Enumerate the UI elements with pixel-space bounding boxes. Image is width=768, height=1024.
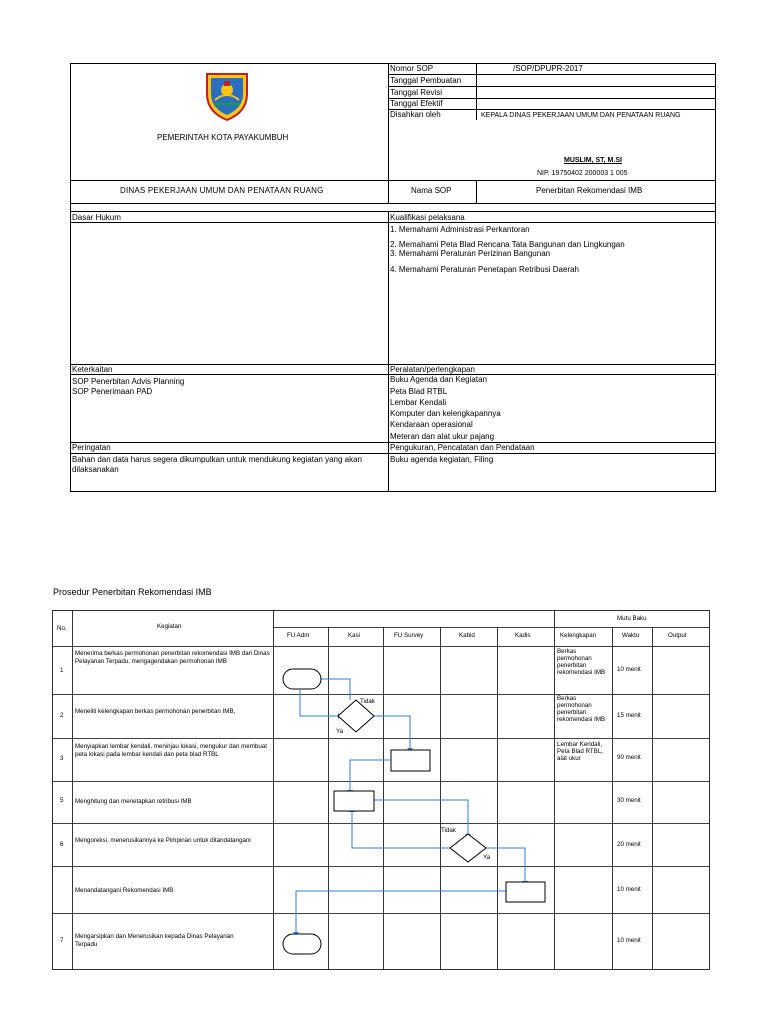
flow-label-tidak: Tidak [441,827,456,834]
kualifikasi-item: 1. Memahami Administrasi Perkantoran [390,225,530,234]
dept-name: DINAS PEKERJAAN UMUM DAN PENATAAN RUANG [120,186,324,195]
row-waktu: 10 menit [617,666,641,673]
nama-sop-value: Penerbitan Rekomendasi IMB [536,186,643,195]
process-box-3 [391,750,430,771]
dasar-hukum-label: Dasar Hukum [72,213,121,222]
procedure-title: Prosedur Penerbitan Rekomendasi IMB [53,587,212,597]
signer-name: MUSLIM, ST, M.SI [564,157,622,164]
row-kegiatan: Meneliti kelengkapan berkas permohonan penerbitan IMB, [75,708,236,715]
peralatan-item: Komputer dan kelengkapannya [390,409,501,418]
tanggal-revisi-label: Tanggal Revisi [390,88,443,97]
pengukuran-text: Buku agenda kegiatan, Filing [390,455,494,464]
peralatan-item: Peta Blad RTBL [390,387,448,396]
flow-shapes [283,669,545,954]
actor-fu-survey: FU Survey [394,632,424,639]
col-output-header: Output [668,632,687,639]
row-kelengkapan: Lembar Kendali, Peta Blad RTBL, alat ukur [557,741,603,763]
keterkaitan-label: Keterkaitan [72,365,113,374]
row-no: 7 [60,937,64,944]
process-box-kadis [506,882,545,902]
process-box-5 [334,791,374,811]
row-no: 5 [60,797,64,804]
row-no: 2 [60,712,64,719]
city-emblem-logo [207,74,247,120]
row-kegiatan: Menyiapkan lembar kendali, meninjau lokasi, mengukur dan membuat peta lokasi pada lembar kendali dan peta blad RTBL [75,743,267,758]
actor-fu-adm: FU Adm [287,632,310,639]
signer-nip: NIP. 19750402 200003 1 005 [537,170,628,177]
col-kelengkapan-header: Kelengkapan [560,632,597,639]
col-no-header: No. [57,625,67,632]
disahkan-value: KEPALA DINAS PEKERJAAN UMUM DAN PENATAAN RUANG [481,112,681,119]
tanggal-efektif-label: Tanggal Efektif [390,99,443,108]
kualifikasi-label: Kualifikasi pelaksana [390,213,465,222]
keterkaitan-item: SOP Penerbitan Advis Planning [72,377,185,386]
row-no: 3 [60,755,64,762]
actor-kadis: Kadis [515,632,531,639]
col-waktu-header: Waktu [622,632,640,639]
actor-kabid: Kabid [459,632,475,639]
row-waktu: 10 menit [617,937,641,944]
row-kelengkapan: Berkas permohonan penerbitan rekomendasi IMB [557,695,606,724]
tanggal-pembuatan-label: Tanggal Pembuatan [390,76,462,85]
row-waktu: 15 menit [617,712,641,719]
flow-label-ya: Ya [483,854,491,861]
row-kegiatan: Mengarsipkan dan Menerusikan kepada Dinas Pelayanan Terpadu [75,933,234,948]
row-waktu: 10 menit [617,886,641,893]
pengukuran-label: Pengukuran, Pencatatan dan Pendataan [390,443,535,452]
peralatan-label: Peralatan/perlengkapan [390,365,475,374]
mutu-baku-header: Mutu Baku [617,615,647,622]
disahkan-label: Disahkan oleh [390,110,441,119]
row-kegiatan: Menghitung dan menetapkan retribusi IMB [75,798,192,805]
row-waktu: 90 menit [617,754,641,761]
kualifikasi-item: 4. Memahami Peraturan Penetapan Retribusi Daerah [390,265,579,274]
kualifikasi-item: 3. Memahami Peraturan Perizinan Bangunan [390,249,551,258]
flow-label-ya: Ya [336,728,344,735]
peralatan-item: Lembar Kendali [390,398,447,407]
keterkaitan-item: SOP Penerimaan PAD [72,387,153,396]
flow-lines [296,679,525,932]
nama-sop-label: Nama SOP [411,186,452,195]
row-waktu: 30 menit [617,797,641,804]
row-waktu: 20 menit [617,841,641,848]
start-terminator [283,669,321,689]
kualifikasi-item: 2. Memahami Peta Blad Rencana Tata Bangunan dan Lingkungan [390,240,625,249]
peralatan-item: Meteran dan alat ukur pajang [390,432,495,441]
nomor-sop-value: /SOP/DPUPR-2017 [513,64,583,73]
nomor-sop-label: Nomor SOP [390,64,434,73]
col-kegiatan-header: Kegiatan [157,623,182,630]
peringatan-label: Peringatan [72,443,111,452]
peralatan-item: Buku Agenda dan Kegiatan [390,375,487,384]
row-no: 6 [60,841,64,848]
row-kegiatan: Menandatangani Rekomendasi IMB [75,887,174,894]
peringatan-text: Bahan dan data harus segera dikumpulkan untuk mendukung kegiatan yang akan dilaksanakan [72,455,362,474]
row-kegiatan: Mengoreksi, menerusikannya ke Pimpinan untuk ditandatangani [75,837,251,844]
decision-6 [450,834,486,862]
end-terminator [283,934,321,954]
row-kegiatan: Menerima berkas permohonan penerbitan rekomendasi IMB dari Dinas Pelayanan Terpadu, mengagendakan permohonan IMB [75,650,270,665]
row-no: 1 [60,667,64,674]
actor-kasi: Kasi [348,632,361,639]
row-kelengkapan: Berkas permohonan penerbitan rekomendasi IMB [557,648,606,677]
flow-label-tidak: Tidak [360,698,375,705]
org-name: PEMERINTAH KOTA PAYAKUMBUH [157,133,289,142]
peralatan-item: Kendaraan operasional [390,420,473,429]
